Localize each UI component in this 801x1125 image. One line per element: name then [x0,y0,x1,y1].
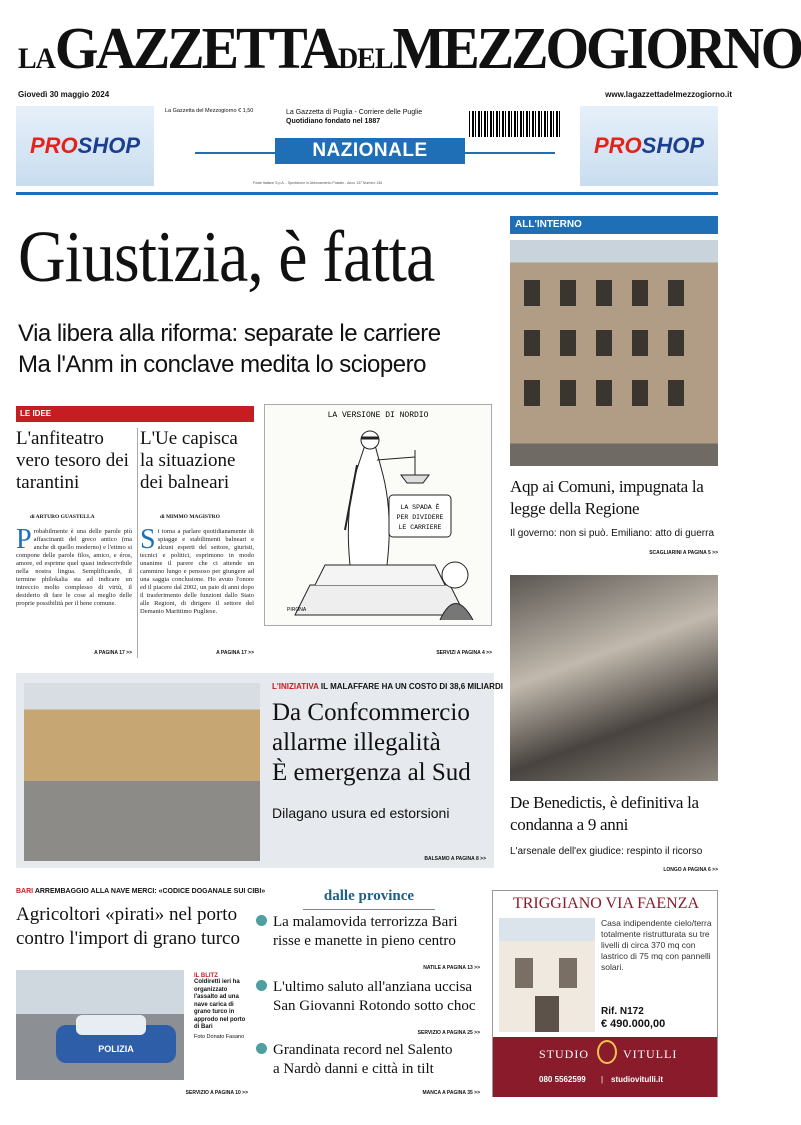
blitz-caption [194,973,250,1040]
ad-title: TRIGGIANO VIA FAENZA [512,895,700,912]
lead-subhead-line2: Ma l'Anm in conclave medita lo sciopero [18,351,426,378]
agri-ref[interactable]: SERVIZIO A PAGINA 10 >> [185,1090,248,1096]
editorial-col-2-body [140,524,254,652]
editorial-col-1-title: L'anfiteatro vero tesoro dei tarantini [16,428,129,493]
dropcap: P [16,524,32,555]
feature-subhead: Dilagano usura ed estorsioni [272,805,450,821]
agri-kicker [16,888,265,895]
price-label: La Gazzetta del Mezzogiorno € 1,50 [165,108,254,114]
vitulli-logo-icon [597,1040,617,1064]
proshop-ad-left[interactable] [16,106,154,186]
province-item-1-ref[interactable]: NATILE A PAGINA 13 >> [423,965,480,971]
proshop-pro-text: PRO [29,133,78,158]
street-photo [24,683,260,861]
house-photo [499,918,595,1032]
bullet-icon [256,1043,267,1054]
agri-kicker-text: ARREMBAGGIO ALLA NAVE MERCI: «CODICE DOGANALE SUI CIBI» [34,888,266,895]
police-photo [16,970,184,1080]
feature-headline-line3[interactable]: È emergenza al Sud [272,759,471,786]
feature-headline-line1[interactable]: Da Confcommercio [272,699,470,726]
lead-subhead-line1: Via libera alla riforma: separate le carriere [18,320,441,347]
right-story-1-head[interactable]: Aqp ai Comuni, impugnata la legge della Regione [510,477,704,518]
cartoon-title: LA VERSIONE DI NORDIO [327,411,429,420]
tagline: La Gazzetta di Puglia - Corriere delle Puglie [286,109,423,116]
barcode-icon [469,111,561,137]
province-item-1 [256,913,488,951]
cartoon-caption-2: PER DIVIDERE [396,514,444,521]
right-story-2-head[interactable]: De Benedictis, è definitiva la condanna a 9 anni [510,793,699,834]
province-item-3-line2[interactable]: a Nardò danni e città in tilt [273,1061,434,1077]
agri-headline [16,903,240,951]
cartoon-caption-3: LE CARRIERE [398,524,442,531]
bullet-icon [256,980,267,991]
editorial-col-2-title: L'Ue capisca la situazione dei balneari [140,428,238,493]
editorial-col-2[interactable] [140,428,256,494]
bullet-icon [256,915,267,926]
blitz-text: Coldiretti ieri ha organizzato l'assalto ad una nave carica di grano turco in approdo nel porto di Bari [194,979,246,1030]
editorial-cartoon[interactable] [264,404,492,626]
arsenal-photo [510,575,718,781]
ad-price: € 490.000,00 [601,1018,666,1030]
province-item-2-line2[interactable]: San Giovanni Rotondo sotto choc [273,998,476,1014]
province-item-3-line1[interactable] [256,1041,488,1060]
agri-headline-line2[interactable]: contro l'import di grano turco [16,928,240,949]
feature-kicker [272,682,503,691]
masthead-part-del: DEL [337,42,393,76]
editorial-col-1[interactable] [16,428,132,494]
le-idee-label: LE IDEE [16,406,254,422]
province-item-2-ref[interactable]: SERVIZIO A PAGINA 25 >> [417,1030,480,1036]
editorial-col-1-body [16,524,132,652]
editorial-col-1-ref[interactable]: A PAGINA 17 >> [94,650,132,656]
lead-headline[interactable]: Giustizia, è fatta [18,217,435,298]
masthead-title [18,12,801,86]
police-car-image [16,970,184,1080]
agri-headline-line1[interactable]: Agricoltori «pirati» nel porto [16,904,238,925]
proshop-shop-text: SHOP [77,133,141,158]
province-title: dalle province [303,888,435,910]
issue-date: Giovedì 30 maggio 2024 [18,90,110,99]
right-story-1-ref[interactable]: SCAGLIARINI A PAGINA 5 >> [649,550,718,556]
cartoon-ref[interactable]: SERVIZI A PAGINA 4 >> [436,650,492,656]
top-rule [16,192,718,195]
feature-headline [272,698,471,788]
photo-credit: Foto Donato Fasano [194,1033,245,1040]
palazzo-photo [510,240,718,466]
column-divider [137,428,138,658]
ad-separator: | [601,1075,604,1084]
ad-rif: Rif. N172 [601,1006,644,1017]
ad-brand-2: VITULLI [623,1047,678,1061]
building-image [510,240,718,466]
lady-justice-drawing [265,405,491,625]
real-estate-ad[interactable] [492,890,718,1097]
province-item-text: Grandinata record nel Salento [273,1042,453,1058]
right-story-1-sub: Il governo: non si può. Emiliano: atto di guerra [510,528,715,539]
feature-ref[interactable]: BALSAMO A PAGINA 8 >> [424,856,486,862]
cartoon-caption-1: LA SPADA È [400,504,440,511]
province-item-3 [256,1041,488,1079]
section-label: NAZIONALE [275,138,465,164]
website-link[interactable]: www.lagazzettadelmezzogiorno.it [605,90,732,99]
postal-fineprint: Poste Italiane S.p.A. - Spedizione in Abbonamento Postale - Anno 137 Numero 136 [253,181,383,185]
proshop-shop-text: SHOP [641,133,705,158]
province-item-2-line1[interactable] [256,978,488,997]
masthead-part-la: LA [18,42,55,76]
right-story-2-ref[interactable]: LONGO A PAGINA 6 >> [663,867,718,873]
proshop-pro-text: PRO [593,133,642,158]
house-image [499,918,595,1032]
editorial-col-2-text: i torna a parlare quotidianamente di spiagge e stabilimenti balneari e alcuni esperti del settore, giuristi, tecnici e politici, esprimono in modo unanime il parere che ci attende un cammino lungo e pensoso per giungere ad una saggia conclusione. Ho avuto l'onore ed il piacere dal 2002, un paio di anni dopo il trasferimento delle funzioni dallo Stato alle Regioni, di dirigere il settore del Demanio Marittimo Pugliese. [140,528,254,615]
right-story-2-sub: L'arsenale dell'ex giudice: respinto il ricorso [510,846,703,857]
province-item-1-line2[interactable]: risse e manette in pieno centro [273,933,456,949]
lead-subhead [18,318,441,380]
ad-footer[interactable] [493,1037,717,1097]
editorial-col-1-byline: di ARTURO GUASTELLA [30,514,95,520]
province-item-2 [256,978,488,1016]
editorial-col-1-text: robabilmente è una delle parole più affascinanti del greco antico (ma anche di quello moderno) e l'etimo si compone delle parole filos, amico, e éros, amore, ed esprime quel quasi indescrivibile nella nostra lingua. Semplificando, il termine philokalia sta ad indicare un intreccio molto complesso di virtù, il desiderio di fare le cose al meglio delle proprie possibilità per il bene comune. [16,528,132,607]
province-item-text: L'ultimo saluto all'anziana uccisa [273,979,473,995]
ad-phone[interactable]: 080 5562599 [539,1075,586,1084]
province-item-text: La malamovida terrorizza Bari [273,914,458,930]
editorial-col-2-ref[interactable]: A PAGINA 17 >> [216,650,254,656]
dropcap: S [140,524,156,555]
ad-text: Casa indipendente cielo/terra totalmente ristrutturata su tre livelli di circa 370 mq con lastrico di 75 mq con pannelli solari. [601,918,712,972]
founded-label: Quotidiano fondato nel 1887 [286,118,381,125]
cartoon-signature: PIRONA [287,607,307,613]
feature-headline-line2[interactable]: allarme illegalità [272,729,441,756]
editorial-col-2-byline: di MIMMO MAGISTRO [160,514,220,520]
masthead-part-gazzetta: GAZZETTA [54,16,338,82]
all-interno-label: ALL'INTERNO [510,216,718,234]
police-text: POLIZIA [98,1044,134,1054]
ad-website[interactable]: studiovitulli.it [611,1075,663,1084]
province-item-1-line1[interactable] [256,913,488,932]
province-item-3-ref[interactable]: MANCA A PAGINA 35 >> [422,1090,480,1096]
feature-kicker-label: L'INIZIATIVA [272,682,319,691]
agri-kicker-label: BARI [16,888,34,895]
feature-kicker-text: IL MALAFFARE HA UN COSTO DI 38,6 MILIARDI [320,682,503,691]
blitz-label: IL BLITZ [194,973,218,979]
proshop-ad-right[interactable] [580,106,718,186]
ad-brand-1: STUDIO [539,1047,589,1061]
masthead-part-mezzogiorno: MEZZOGIORNO [392,16,801,82]
